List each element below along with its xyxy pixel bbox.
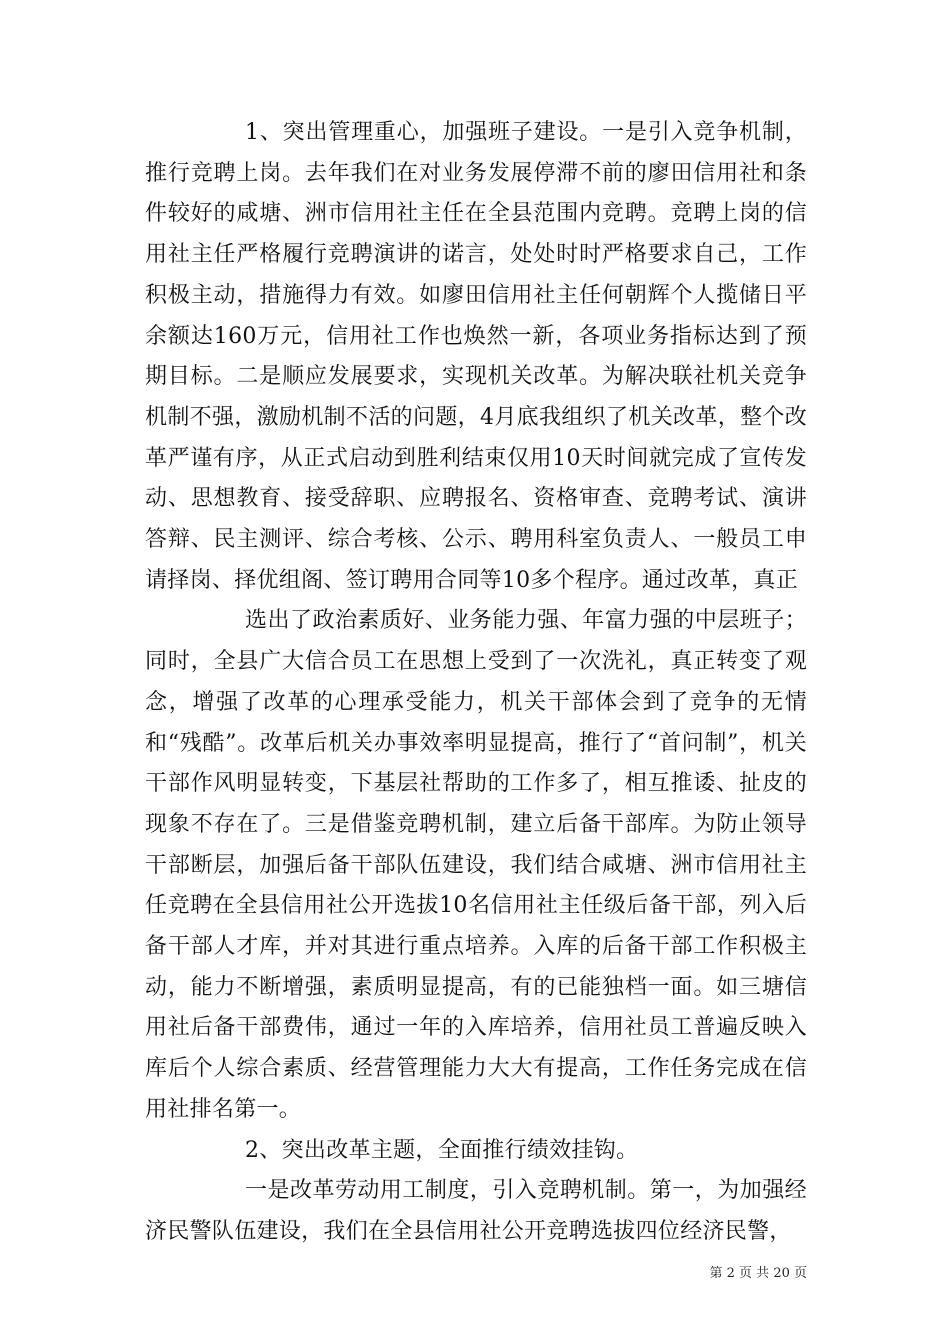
document-body bbox=[145, 113, 807, 1253]
paragraph-2: 选出了政治素质好、业务能力强、年富力强的中层班子；同时，全县广大信合员工在思想上受到了一次洗礼，真正转变了观念，增强了改革的心理承受能力，机关干部体会到了竞争的无情和“残酷”。改革后机关办事效率明显提高，推行了“首问制”，机关干部作风明显转变，下基层社帮助的工作多了，相互推诿、扯皮的现象不存在了。三是借鉴竞聘机制，建立后备干部库。为防止领导干部断层，加强后备干部队伍建设，我们结合咸塘、洲市信用社主任竞聘在全县信用社公开选拔10名信用社主任级后备干部，列入后备干部人才库，并对其进行重点培养。入库的后备干部工作积极主动，能力不断增强，素质明显提高，有的已能独档一面。如三塘信用社后备干部费伟，通过一年的入库培养，信用社员工普遍反映入库后个人综合素质、经营管理能力大大有提高，工作任务完成在信用社排名第一。 bbox=[145, 608, 807, 1122]
page-number: 第 2 页 共 20 页 bbox=[709, 1266, 807, 1281]
paragraph-1: 1、突出管理重心，加强班子建设。一是引入竞争机制，推行竞聘上岗。去年我们在对业务发展停滞不前的廖田信用社和条件较好的咸塘、洲市信用社主任在全县范围内竞聘。竞聘上岗的信用社主任严格履行竞聘演讲的诺言，处处时时严格要求自己，工作积极主动，措施得力有效。如廖田信用社主任何朝辉个人揽储日平余额达160万元，信用社工作也焕然一新，各项业务指标达到了预期目标。二是顺应发展要求，实现机关改革。为解决联社机关竞争机制不强，激励机制不活的问题，4月底我组织了机关改革，整个改革严谨有序，从正式启动到胜利结束仅用10天时间就完成了宣传发动、思想教育、接受辞职、应聘报名、资格审查、竞聘考试、演讲答辩、民主测评、综合考核、公示、聘用科室负责人、一般员工申请择岗、择优组阁、签订聘用合同等10多个程序。通过改革，真正 bbox=[145, 120, 807, 593]
paragraph-3: 2、突出改革主题，全面推行绩效挂钩。 bbox=[245, 1137, 639, 1163]
paragraph-4: 一是改革劳动用工制度，引入竞聘机制。第一，为加强经济民警队伍建设，我们在全县信用社公开竞聘选拔四位经济民警， bbox=[145, 1178, 807, 1244]
